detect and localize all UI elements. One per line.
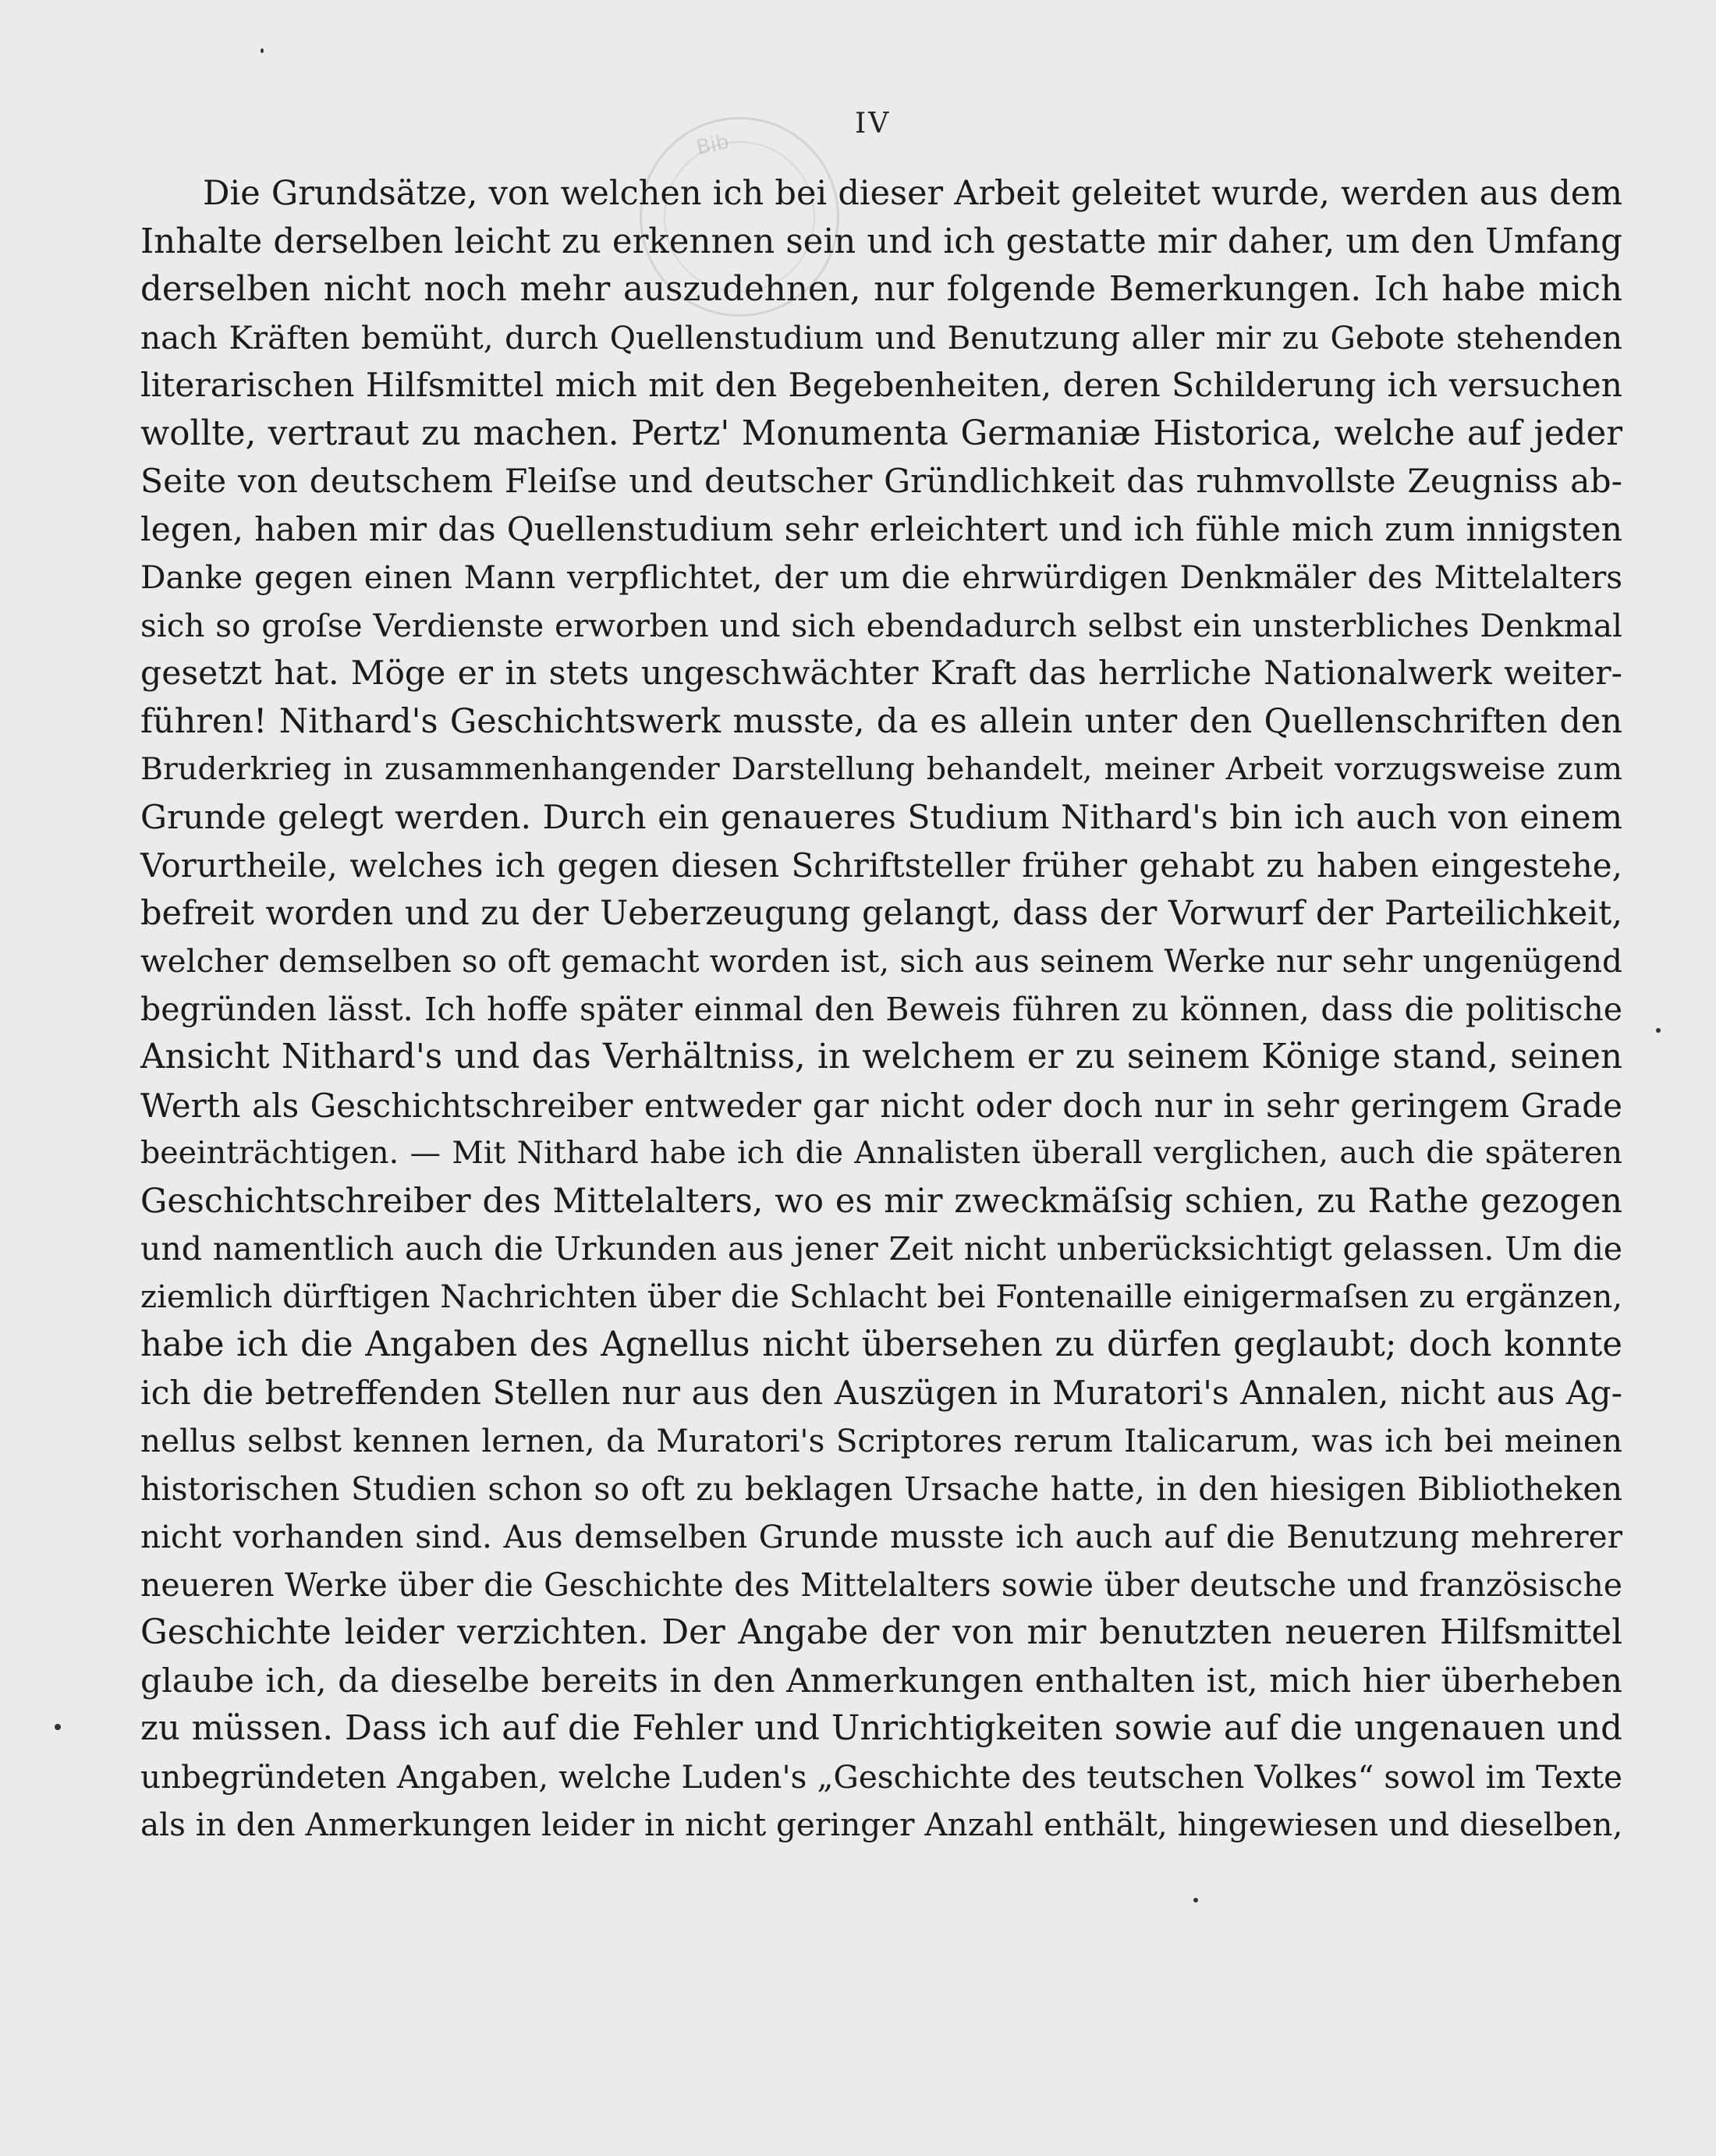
text-line: Vorurtheile, welches ich gegen diesen Schriftsteller früher gehabt zu haben eingestehe, [140,846,1622,885]
text-line: beeinträchtigen. — Mit Nithard habe ich die Annalisten überall verglichen, auch die späteren [140,1135,1622,1171]
text-line: Grunde gelegt werden. Durch ein genaueres Studium Nithard's bin ich auch von einem [140,798,1622,837]
text-line: glaube ich, da dieselbe bereits in den Anmerkungen enthalten ist, mich hier überheben [140,1661,1622,1700]
text-line: und namentlich auch die Urkunden aus jener Zeit nicht unberücksichtigt gelassen. Um die [140,1230,1622,1268]
text-line: als in den Anmerkungen leider in nicht geringer Anzahl enthält, hingewiesen und dieselben, [140,1806,1623,1843]
text-line: ich die betreffenden Stellen nur aus den Auszügen in Muratori's Annalen, nicht aus Ag- [140,1374,1622,1413]
text-line: Seite von deutschem Fleiſse und deutscher Gründlichkeit das ruhmvollste Zeugniss ab- [140,463,1622,501]
text-line: zu müssen. Dass ich auf die Fehler und Unrichtigkeiten sowie auf die ungenauen und [140,1709,1622,1748]
text-line: sich so groſse Verdienste erworben und sich ebendadurch selbst ein unsterbliches Denkmal [140,606,1622,644]
text-line: Werth als Geschichtschreiber entweder gar nicht oder doch nur in sehr geringem Grade [140,1086,1622,1125]
library-stamp-text: Bib [694,130,732,160]
text-line: Bruderkrieg in zusammenhangender Darstellung behandelt, meiner Arbeit vorzugsweise zum [140,751,1622,787]
body-paragraph [140,170,1622,1849]
ink-speck [1193,1898,1198,1902]
text-line: gesetzt hat. Möge er in stets ungeschwächter Kraft das herrliche Nationalwerk weiter- [140,654,1622,693]
text-line: Geschichte leider verzichten. Der Angabe der von mir benutzten neueren Hilfsmittel [140,1613,1622,1652]
text-line: nach Kräften bemüht, durch Quellenstudium und Benutzung aller mir zu Gebote stehenden [140,318,1622,356]
text-line: literarischen Hilfsmittel mich mit den Begebenheiten, deren Schilderung ich versuchen [140,367,1622,405]
text-line: unbegründeten Angaben, welche Luden's „Geschichte des teutschen Volkes“ sowol im Texte [140,1757,1622,1796]
text-line: historischen Studien schon so oft zu beklagen Ursache hatte, in den hiesigen Bibliotheken [140,1470,1622,1508]
text-line: Danke gegen einen Mann verpflichtet, der um die ehrwürdigen Denkmäler des Mittelalters [140,559,1622,596]
ink-speck [55,1724,61,1730]
text-line: neueren Werke über die Geschichte des Mittelalters sowie über deutsche und französische [140,1566,1622,1604]
ink-speck [1656,1028,1661,1033]
text-line: nicht vorhanden sind. Aus demselben Grunde musste ich auch auf die Benutzung mehrerer [140,1518,1622,1555]
text-line: Geschichtschreiber des Mittelalters, wo es mir zweckmäſsig schien, zu Rathe gezogen [140,1181,1622,1221]
text-line: welcher demselben so oft gemacht worden ist, sich aus seinem Werke nur sehr ungenügend [140,942,1622,980]
ink-speck [261,48,264,53]
text-line: ziemlich dürftigen Nachrichten über die Schlacht bei Fontenaille einigermaſsen zu ergänzen, [140,1278,1622,1315]
text-line: Die Grundsätze, von welchen ich bei dieser Arbeit geleitet wurde, werden aus dem [203,174,1622,213]
page-number: IV [855,108,892,140]
text-line: derselben nicht noch mehr auszudehnen, nur folgende Bemerkungen. Ich habe mich [140,270,1622,309]
text-line: nellus selbst kennen lernen, da Muratori's Scriptores rerum Italicarum, was ich bei meinen [140,1422,1622,1459]
text-line: habe ich die Angaben des Agnellus nicht übersehen zu dürfen geglaubt; doch konnte [140,1325,1622,1364]
text-line: wollte, vertraut zu machen. Pertz' Monumenta Germaniæ Historica, welche auf jeder [140,413,1622,453]
text-line: befreit worden und zu der Ueberzeugung gelangt, dass der Vorwurf der Parteilichkeit, [140,893,1622,933]
text-line: Ansicht Nithard's und das Verhältniss, in welchem er zu seinem Könige stand, seinen [140,1037,1622,1076]
text-line: begründen lässt. Ich hoffe später einmal den Beweis führen zu können, dass die politische [140,990,1622,1028]
text-line: führen! Nithard's Geschichtswerk musste, da es allein unter den Quellenschriften den [140,701,1622,741]
text-line: Inhalte derselben leicht zu erkennen sein und ich gestatte mir daher, um den Umfang [140,222,1622,261]
text-line: legen, haben mir das Quellenstudium sehr erleichtert und ich fühle mich zum innigsten [140,510,1622,549]
